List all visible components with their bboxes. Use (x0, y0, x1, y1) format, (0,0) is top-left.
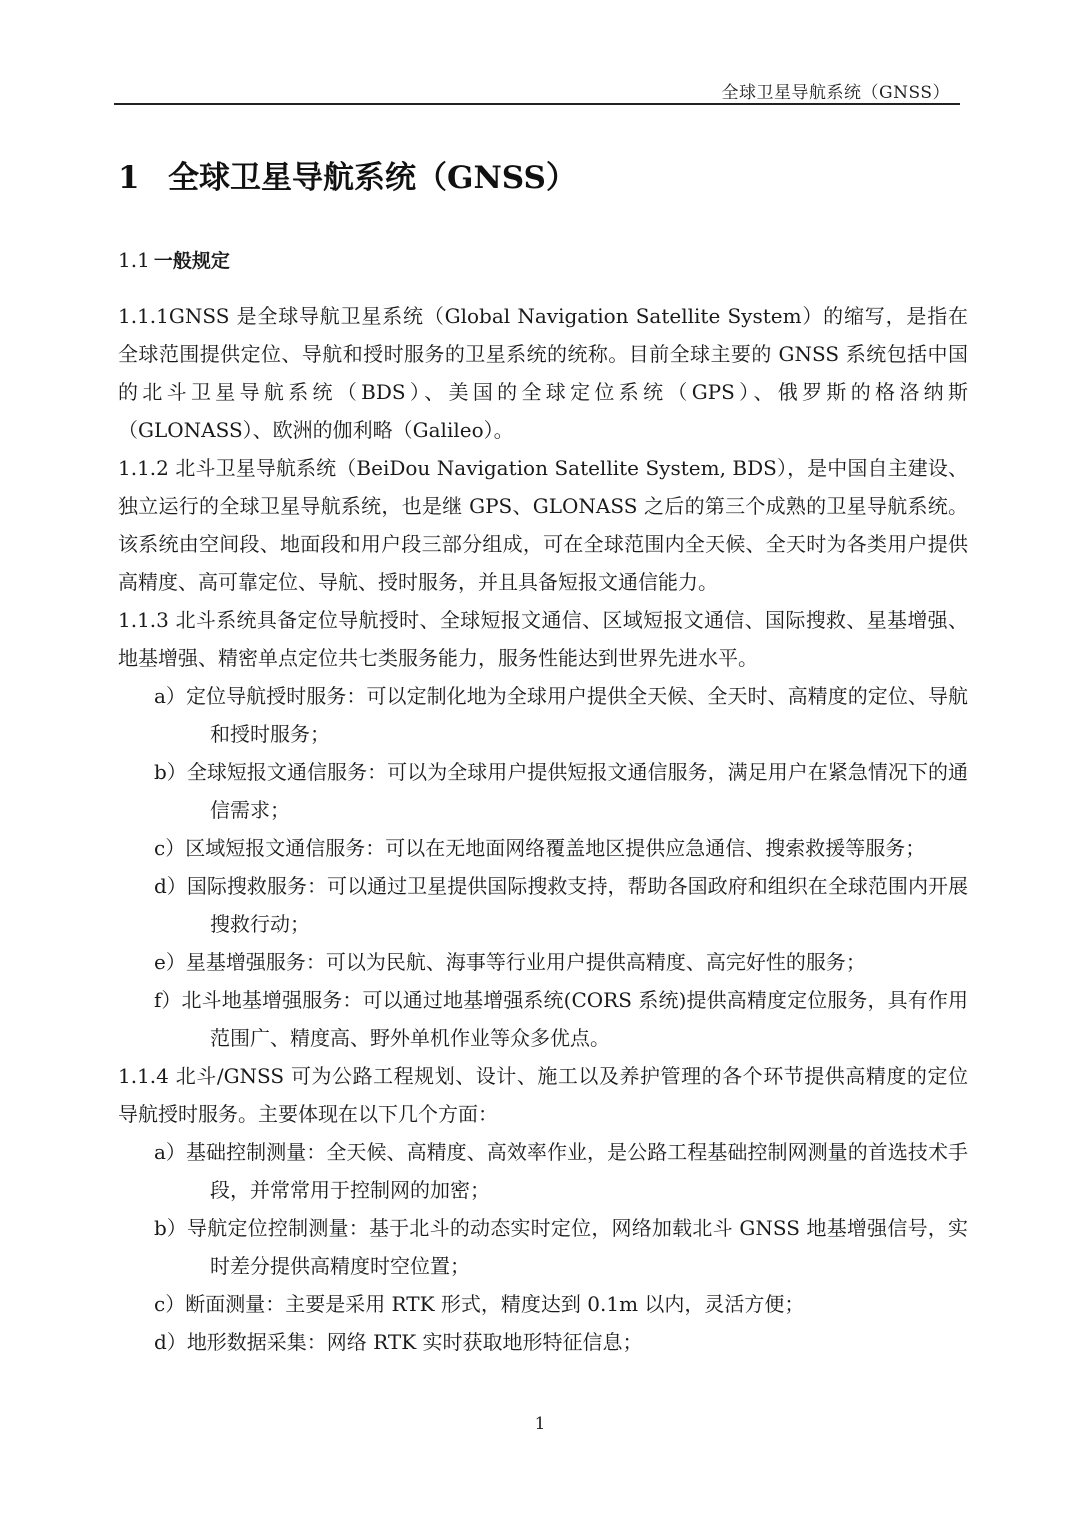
section-number: 1.1 (118, 248, 150, 272)
list-marker: e） (154, 950, 186, 974)
list-marker: a） (154, 684, 186, 708)
list-item-text: 导航定位控制测量：基于北斗的动态实时定位，网络加载北斗 GNSS 地基增强信号，实时差分提供高精度时空位置； (186, 1216, 968, 1278)
list-item (118, 867, 968, 943)
page-number: 1 (534, 1414, 546, 1434)
clause-1-1-4: 1.1.4 北斗/GNSS 可为公路工程规划、设计、施工以及养护管理的各个环节提供高精度的定位导航授时服务。主要体现在以下几个方面： (118, 1064, 968, 1126)
list-item-text: 断面测量：主要是采用 RTK 形式，精度达到 0.1m 以内，灵活方便； (185, 1292, 805, 1316)
list-item-text: 国际搜救服务：可以通过卫星提供国际搜救支持，帮助各国政府和组织在全球范围内开展搜救行动； (186, 874, 968, 936)
list-marker: f） (154, 988, 182, 1012)
list-item-text: 全球短报文通信服务：可以为全球用户提供短报文通信服务，满足用户在紧急情况下的通信需求； (186, 760, 968, 822)
running-header (114, 76, 960, 105)
list-marker: c） (154, 836, 186, 860)
list-item-text: 定位导航授时服务：可以定制化地为全球用户提供全天候、全天时、高精度的定位、导航和授时服务； (185, 684, 968, 746)
running-header-title: 全球卫星导航系统（GNSS） (721, 83, 950, 103)
list-marker: c） (154, 1292, 186, 1316)
section-title: 一般规定 (153, 250, 230, 272)
clause-1-1-2: 1.1.2 北斗卫星导航系统（BeiDou Navigation Satellite System, BDS），是中国自主建设、独立运行的全球卫星导航系统，也是继 GPS、GLONASS 之后的第三个成熟的卫星导航系统。该系统由空间段、地面段和用户段三部分组成，可在全球范围内全天候、全天时为各类用户提供高精度、高可靠定位、导航、授时服务，并且具备短报文通信能力。 (118, 456, 968, 594)
list-marker: b） (154, 1216, 187, 1240)
list-item-text: 地形数据采集：网络 RTK 实时获取地形特征信息； (186, 1330, 643, 1354)
clause-1-1-3: 1.1.3 北斗系统具备定位导航授时、全球短报文通信、区域短报文通信、国际搜救、星基增强、地基增强、精密单点定位共七类服务能力，服务性能达到世界先进水平。 (118, 608, 968, 670)
list-marker: d） (154, 1330, 187, 1354)
list-item (118, 981, 968, 1057)
list-marker: d） (154, 874, 187, 898)
list-item (118, 1323, 968, 1361)
list-item (118, 829, 968, 867)
body-text (118, 297, 968, 1361)
list-item (118, 1285, 968, 1323)
list-item-text: 基础控制测量：全天候、高精度、高效率作业，是公路工程基础控制网测量的首选技术手段，并常常用于控制网的加密； (185, 1140, 968, 1202)
clause-1-1-1: 1.1.1GNSS 是全球导航卫星系统（Global Navigation Satellite System）的缩写，是指在全球范围提供定位、导航和授时服务的卫星系统的统称。目前全球主要的 GNSS 系统包括中国的北斗卫星导航系统（BDS）、美国的全球定位系统（GPS）、俄罗斯的格洛纳斯（GLONASS）、欧洲的伽利略（Galileo）。 (118, 304, 968, 442)
list-item (118, 943, 968, 981)
list-item-text: 北斗地基增强服务：可以通过地基增强系统(CORS 系统)提供高精度定位服务，具有作用范围广、精度高、野外单机作业等众多优点。 (181, 988, 968, 1050)
list-marker: b） (154, 760, 187, 784)
list-item (118, 677, 968, 753)
list-item (118, 1209, 968, 1285)
chapter-title-text: 全球卫星导航系统（GNSS） (168, 160, 577, 196)
list-item-text: 星基增强服务：可以为民航、海事等行业用户提供高精度、高完好性的服务； (185, 950, 866, 974)
section-heading (118, 246, 230, 273)
list-item (118, 753, 968, 829)
list-marker: a） (154, 1140, 186, 1164)
list-item-text: 区域短报文通信服务：可以在无地面网络覆盖地区提供应急通信、搜索救援等服务； (185, 836, 926, 860)
list-item (118, 1133, 968, 1209)
chapter-title (118, 152, 577, 197)
chapter-number: 1 (118, 160, 140, 196)
